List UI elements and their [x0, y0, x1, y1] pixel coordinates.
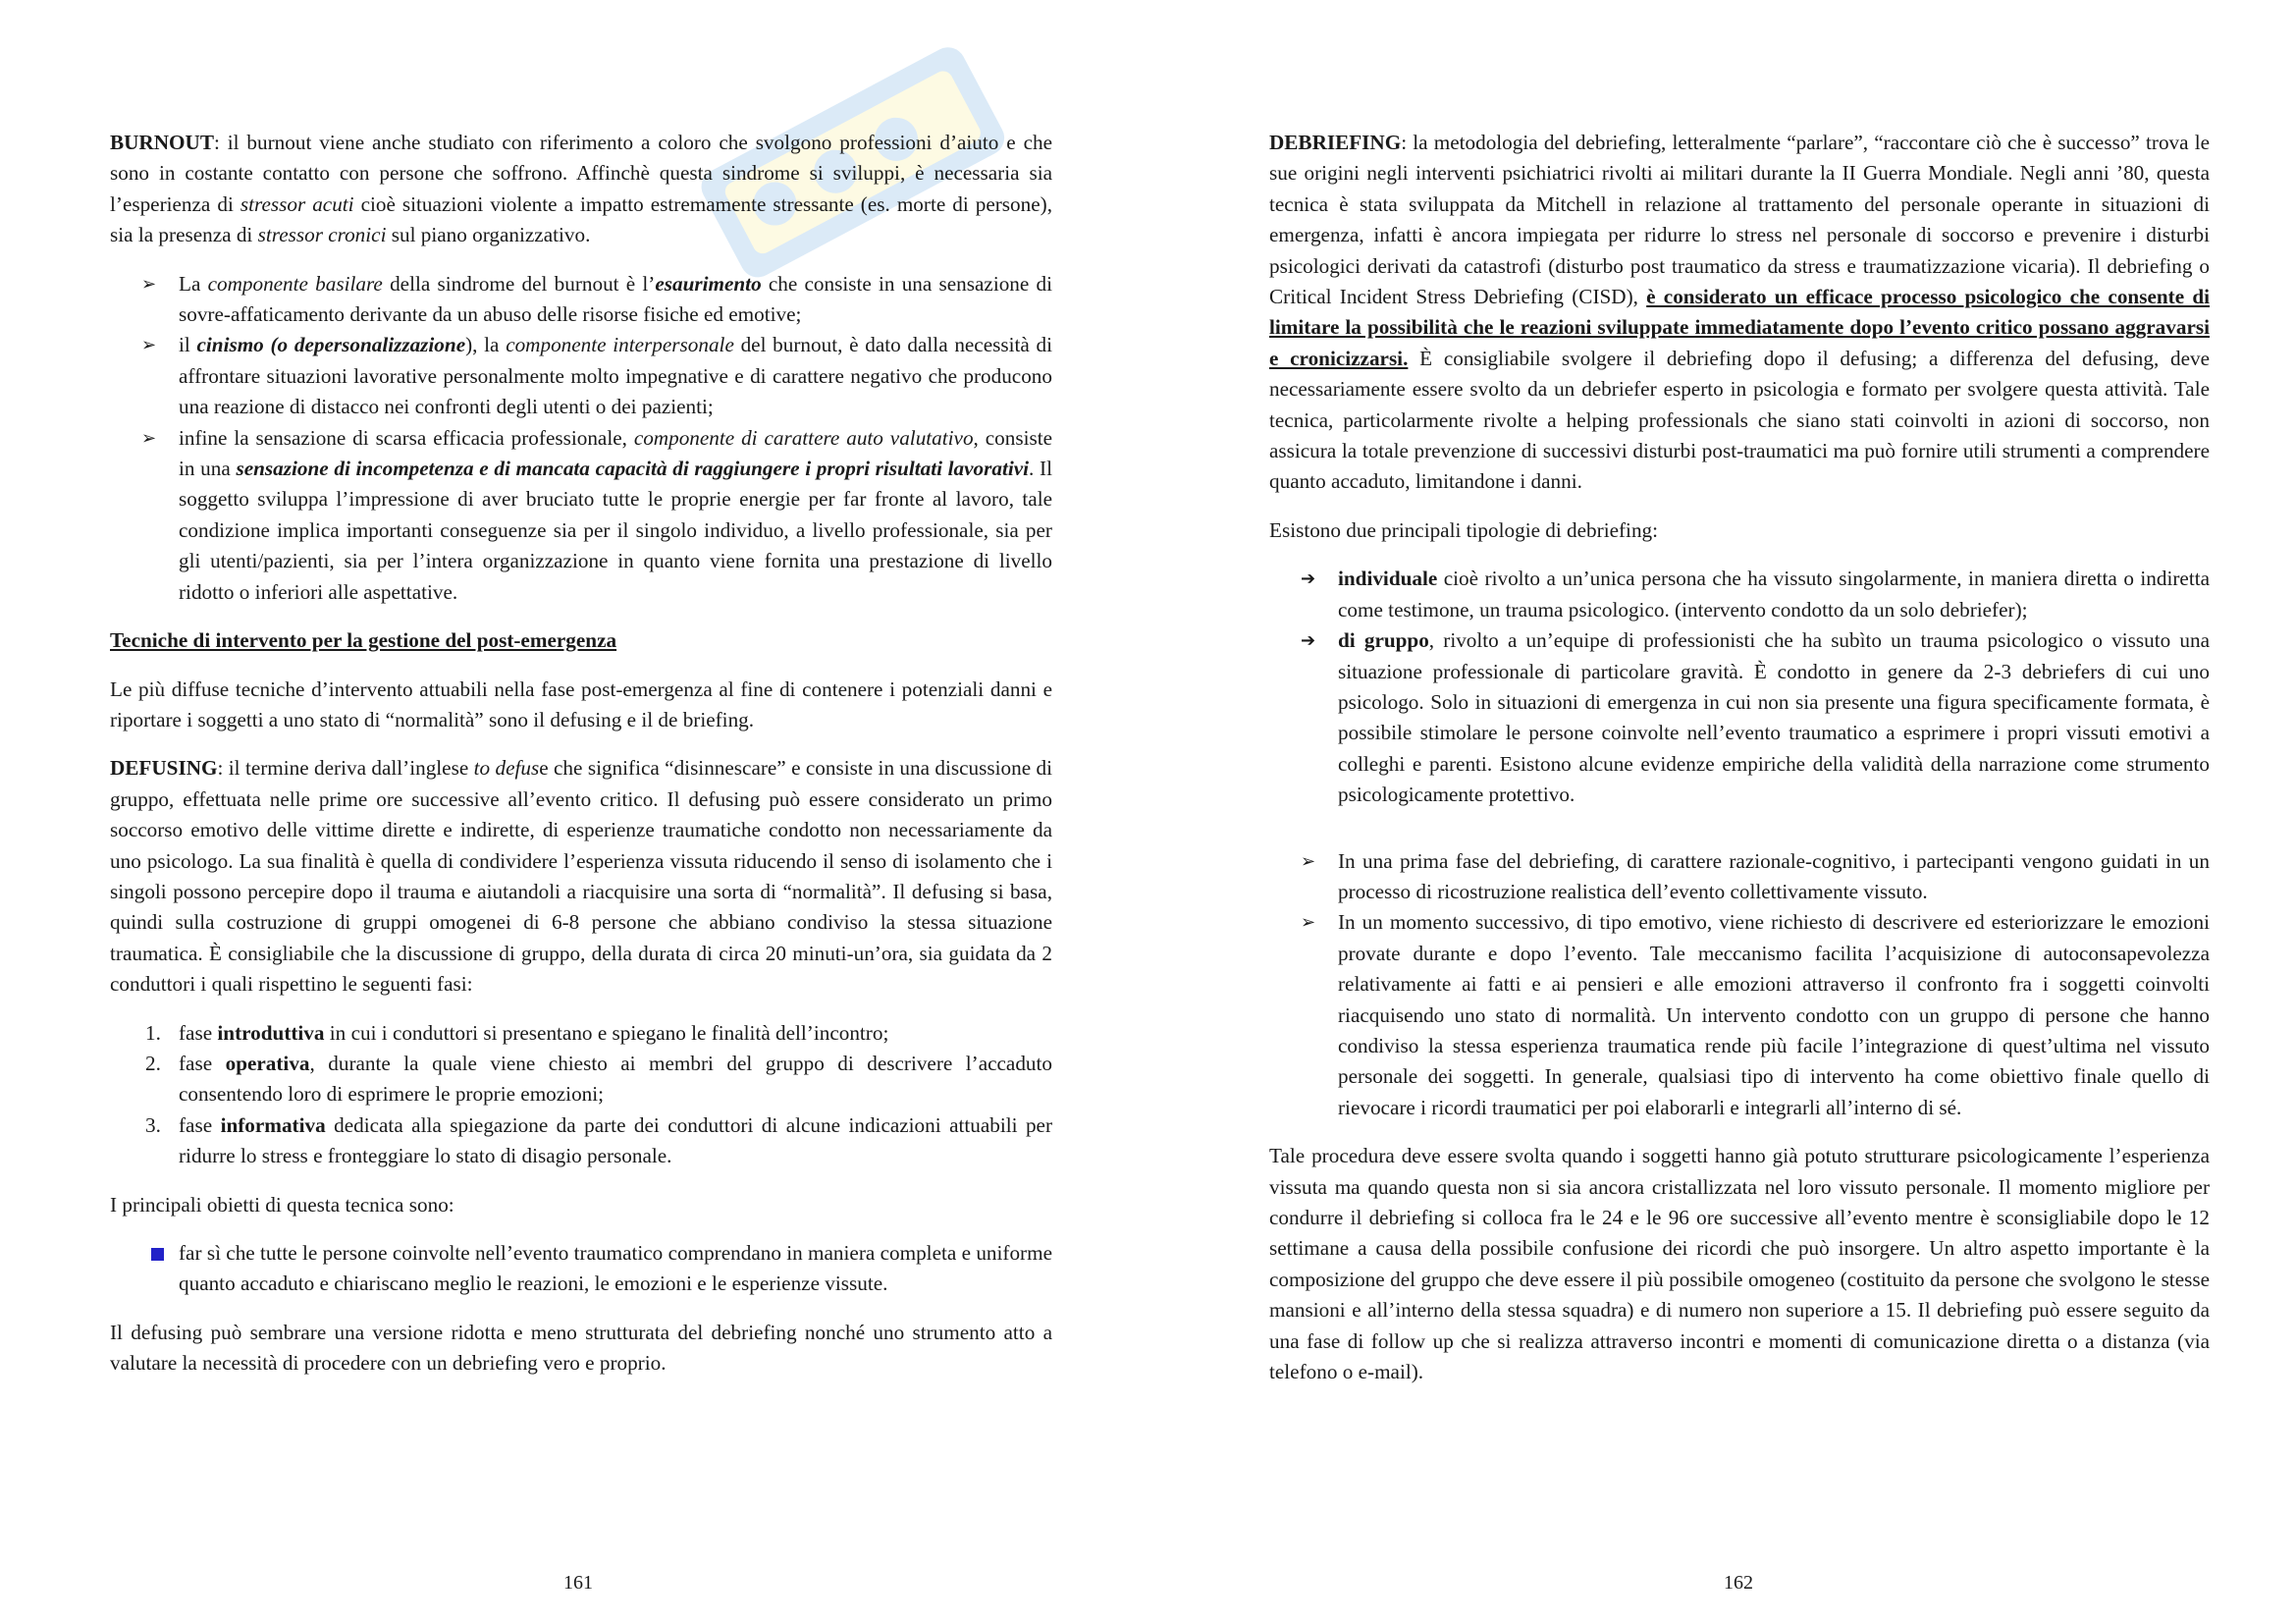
chevron-bullet-icon: ➢ [141, 427, 157, 449]
burnout-paragraph: BURNOUT: il burnout viene anche studiato con riferimento a coloro che svolgono professioni d’aiuto e che sono in costante contatto con persone che soffrono. Affinchè questa sindrome si sviluppi, è necessaria sia l’esperienza di stressor acuti cioè situazioni violente a impatto estremamente stressante (es. morte di persone), sia la presenza di stressor cronici sul piano organizzativo. [110, 131, 1052, 247]
burnout-components-list [110, 269, 1052, 608]
section-heading: Tecniche di intervento per la gestione del post-emergenza [110, 628, 617, 653]
list-item: ➢ il cinismo (o depersonalizzazione), la componente interpersonale del burnout, è dato dalla necessità di affrontare situazioni lavorative personalmente molto impegnative e di carattere negativo che producono una reazione di distacco nei confronti degli utenti o dei pazienti; [110, 330, 1052, 422]
closing-paragraph: Tale procedura deve essere svolta quando i soggetti hanno già potuto strutturare psicologicamente l’esperienza vissuta ma quando questa non si sia ancora cristallizzata nel loro vissuto personale. Il momento migliore per condurre il debriefing si colloca fra le 24 e le 96 ore successive all’evento mentre è sconsigliabile dopo le 12 settimane a causa della possibile confusione dei ricordi che può insorgere. Un altro aspetto importante è la composizione del gruppo che deve essere il più possibile omogeneo (costituito da persone che svolgono le stesse mansioni e all’interno della stessa squadra) e di numero non superiore a 15. Il debriefing può essere seguito da una fase di follow up che si realizza attraverso incontri e momenti di comunicazione diretta o a distanza (via telefono o e-mail). [1269, 1144, 2210, 1384]
burnout-term: BURNOUT [110, 131, 214, 154]
square-bullet-icon [151, 1248, 164, 1261]
list-item: ➢ In un momento successivo, di tipo emotivo, viene richiesto di descrivere ed esteriorizzare le emozioni provate durante e dopo l’evento. Tale meccanismo facilita l’acquisizione di autoconsapevolezza relativamente ai fatti e ai pensieri e alle emozioni attraverso il confronto fra i soggetti coinvolti riacquisendo uno stato di normalità. Un intervento condotto con un gruppo di persone che hanno condiviso la stessa esperienza traumatica rende più facile l’integrazione di quest’ultima nel vissuto personale dei soggetti. In generale, qualsiasi tipo di intervento ha come obiettivo finale quello di rievocare i ricordi traumatici per poi elaborarli e integrarli all’interno di sé. [1269, 907, 2210, 1123]
chevron-bullet-icon: ➢ [1301, 850, 1316, 872]
debriefing-types-list [1269, 564, 2210, 810]
page-number: 162 [1724, 1572, 1753, 1594]
defusing-paragraph: DEFUSING: il termine deriva dall’inglese to defuse che significa “disinnescare” e consiste in una discussione di gruppo, effettuata nelle prime ore successive all’evento critico. Il defusing può essere considerato un primo soccorso emotivo delle vittime dirette e indirette, di esperienze traumatiche condotto non necessariamente da uno psicologo. La sua finalità è quella di condividere l’esperienza vissuta riducendo il senso di isolamento che i singoli possono percepire dopo il trauma e aiutandoli a riacquisire una sorta di “normalità”. Il defusing si basa, quindi sulla costruzione di gruppi omogenei di 6-8 persone che abbiano condiviso la stessa situazione traumatica. È consigliabile che la discussione di gruppo, della durata di circa 20 minuti-un’ora, sia guidata da 2 conduttori i quali rispettino le seguenti fasi: [110, 756, 1052, 997]
defusing-term: DEFUSING [110, 756, 218, 781]
debriefing-term: DEBRIEFING [1269, 131, 1402, 154]
intro-paragraph: Le più diffuse tecniche d’intervento attuabili nella fase post-emergenza al fine di contenere i potenziali danni e riportare i soggetti a uno stato di “normalità” sono il defusing e il de briefing. [110, 676, 1052, 731]
arrow-bullet-icon: ➔ [1301, 568, 1316, 590]
debriefing-phases-list [1269, 846, 2210, 1124]
list-item: 2. fase operativa, durante la quale viene chiesto ai membri del gruppo di descrivere l’accaduto consentendo loro di esprimere le proprie emozioni; [145, 1051, 1052, 1107]
debriefing-paragraph: DEBRIEFING: la metodologia del debriefing, letteralmente “parlare”, “raccontare ciò che è successo” trova le sue origini negli interventi psichiatrici rivolti ai militari durante la II Guerra Mondiale. Negli anni ’80, questa tecnica è stata sviluppata da Mitchell in relazione al trattamento del personale operante in situazioni di emergenza, infatti è ancora impiegata per ridurre lo stress nel personale di soccorso e prevenire i disturbi psicologici derivati da catastrofi (disturbo post traumatico da stress e traumatizzazione vicaria). Il debriefing o Critical Incident Stress Debriefing (CISD), è considerato un efficace processo psicologico che consente di limitare la possibilità che le reazioni sviluppate immediatamente dopo l’evento critico possano aggravarsi e cronicizzarsi. È consigliabile svolgere il debriefing dopo il defusing; a differenza del defusing, deve necessariamente essere svolto da un debriefer esperto in psicologia e formato per svolgere questa attività. Tale tecnica, particolarmente rivolte a helping professionals che siano stati coinvolti in azioni di soccorso, non assicura la totale prevenzione di successivi disturbi post-traumatici ma può fornire utili strumenti a comprendere quanto accaduto, limitandone i danni. [1269, 131, 2210, 494]
arrow-bullet-icon: ➔ [1301, 630, 1316, 652]
list-item: ➔ di gruppo, rivolto a un’equipe di professionisti che ha subìto un trauma psicologico o vissuto una situazione professionale di particolare gravità. È condotto in genere da 2-3 debriefers di cui uno psicologo. Solo in situazioni di emergenza in cui non sia presente una figura specificamente formata, è possibile stimolare le persone coinvolte nell’evento traumatico a esprimere i propri vissuti emotivi a colleghi e parenti. Esistono alcune evidenze empiriche della validità della narrazione come strumento psicologicamente protettivo. [1269, 625, 2210, 810]
closing-paragraph: Il defusing può sembrare una versione ridotta e meno strutturata del debriefing nonché uno strumento atto a valutare la necessità di procedere con un debriefing vero e proprio. [110, 1320, 1052, 1376]
list-item: ➢ infine la sensazione di scarsa efficacia professionale, componente di carattere auto valutativo, consiste in una sensazione di incompetenza e di mancata capacità di raggiungere i propri risultati lavorativi. Il soggetto sviluppa l’impressione di aver bruciato tutte le proprie energie per far fronte al lavoro, tale condizione implica importanti conseguenze sia per il singolo individuo, a livello professionale, sia per gli utenti/pazienti, sia per l’intera organizzazione in quanto viene fornita una prestazione di livello ridotto o inferiori alle aspettative. [110, 423, 1052, 608]
left-page [110, 128, 1052, 1397]
objectives-list [110, 1238, 1052, 1300]
list-item: ➢ In una prima fase del debriefing, di carattere razionale-cognitivo, i partecipanti vengono guidati in un processo di ricostruzione realistica dell’evento collettivamente vissuto. [1269, 846, 2210, 908]
chevron-bullet-icon: ➢ [141, 273, 157, 295]
list-item: 1. fase introduttiva in cui i conduttori si presentano e spiegano le finalità dell’incontro; [145, 1020, 889, 1045]
objectives-intro: I principali obietti di questa tecnica sono: [110, 1192, 454, 1217]
chevron-bullet-icon: ➢ [141, 335, 157, 356]
right-page [1269, 128, 2210, 1405]
list-item: ➔ individuale cioè rivolto a un’unica persona che ha vissuto singolarmente, in maniera diretta o indiretta come testimone, un trauma psicologico. (intervento condotto da un solo debriefer); [1269, 564, 2210, 625]
chevron-bullet-icon: ➢ [1301, 912, 1316, 934]
list-item: far sì che tutte le persone coinvolte nell’evento traumatico comprendano in maniera completa e uniforme quanto accaduto e chiariscano meglio le reazioni, le emozioni e le esperienze vissute. [110, 1238, 1052, 1300]
defusing-phases-list [110, 1018, 1052, 1172]
list-item: ➢ La componente basilare della sindrome del burnout è l’esaurimento che consiste in una sensazione di sovre-affaticamento derivante da un abuso delle risorse fisiche ed emotive; [110, 269, 1052, 331]
types-intro: Esistono due principali tipologie di debriefing: [1269, 517, 1659, 542]
page-number: 161 [563, 1572, 593, 1594]
list-item: 3. fase informativa dedicata alla spiegazione da parte dei conduttori di alcune indicazioni attuabili per ridurre lo stress e fronteggiare lo stato di disagio personale. [145, 1112, 1053, 1168]
